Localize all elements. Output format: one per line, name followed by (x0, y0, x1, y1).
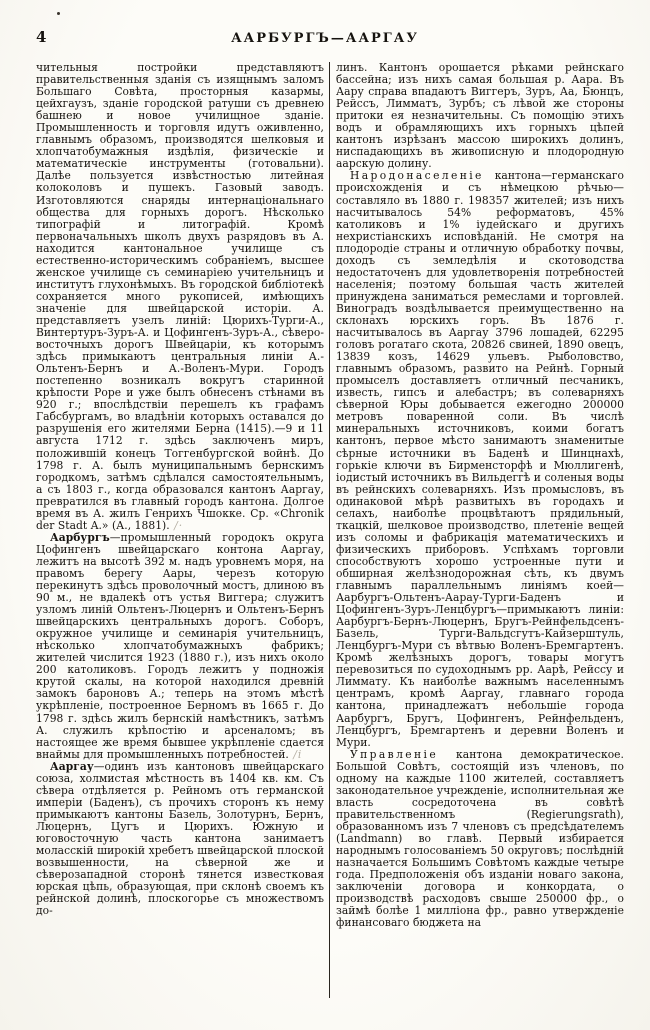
entry-headword-aargau: Ааргау (50, 759, 94, 773)
section-lead-naselenie: Народонаселеніе (350, 169, 484, 183)
paragraph (336, 170, 624, 748)
left-column (36, 62, 324, 1014)
paragraph-text: —одинъ изъ кантоновъ швейцарскаго союза, холмистая мѣстность въ 1404 кв. км. Съ сѣвера отдѣляется р. Рейномъ отъ германской имперіи (Баденъ), съ прочихъ сторонъ къ нему примыкаютъ кантоны Базель, Золотурнъ, Бернъ, Люцернъ, Цугъ и Цюрихъ. Южную и юговосточную часть кантона занимаетъ моласскій широкій хребетъ швейцарской плоской возвышенности, на сѣверной же и сѣверозападной сторонѣ тянется известковая юрская цѣпь, образующая, при склонѣ своемъ къ рейнской долинѣ, плоскогорье съ множествомъ до- (36, 759, 324, 918)
section-lead-upravlenie: Управленіе (350, 747, 439, 761)
paragraph-text: чительныя постройки представляютъ правительственныя зданія съ изящнымъ заломъ Большаго Совѣта, просторныя казармы, цейхгаузъ, зданіе городской ратуши съ древнею башнею и новое училищное зданіе. Промышленность и торговля идутъ оживленно, главнымъ образомъ, производятся шелковыя и хлопчатобумажныя издѣлія, физическіе и математическіе инструменты (готовальни). Далѣе пользуется извѣстностью литейная колоколовъ и пушекъ. Газовый заводъ. Изготовляются снаряды интернаціональнаго общества для горныхъ дорогъ. Нѣсколько типографій и литографій. Кромѣ первоначальныхъ школъ двухъ разрядовъ въ А. находится кантональное училище съ естественно-историческимъ собраніемъ, высшее женское училище съ семинаріею учительницъ и институтъ глухонѣмыхъ. Въ городской библіотекѣ сохраняется много рукописей, имѣющихъ значеніе для швейцарской исторіи. А. представляетъ узелъ линій: Цюрихъ-Турги-А., Винтертуръ-Зуръ-А. и Цофингенъ-Зуръ-А., сѣверо-восточныхъ дорогъ Швейцаріи, къ которымъ здѣсь примыкаютъ центральныя линіи А.-Ольтенъ-Бернъ и А.-Воленъ-Мури. Городъ постепенно возникалъ вокругъ старинной крѣпости Роре и уже былъ обнесенъ стѣнами въ 920 г.; впослѣдствіи перешелъ къ графамъ Габсбургамъ, во владѣніи которыхъ оставался до разрушенія его жителями Берна (1415).—9 и 11 августа 1712 г. здѣсь заключенъ миръ, положившій конецъ Тоггенбургской войнѣ. До 1798 г. А. былъ муниципальнымъ бернскимъ городкомъ, затѣмъ сдѣлался самостоятельнымъ, а съ 1803 г., когда образовался кантонъ Ааргау, превратился въ главный городъ кантона. Долгое время въ А. жилъ Генрихъ Чшокке. Ср. «Chronik der Stadt A.» (А., 1881). (36, 62, 324, 532)
running-head-title: ААРБУРГЪ—ААРГАУ (231, 31, 419, 46)
page-number: 4 (36, 28, 47, 46)
paragraph (36, 532, 324, 761)
scan-speck (57, 12, 60, 15)
pencil-mark: /i (288, 747, 303, 761)
paragraph-text: кантона демократическое. Большой Совѣтъ, состоящій изъ членовъ, по одному на каждые 1100 жителей, составляетъ законодательное учрежденіе, исполнительная же власть сосредоточена въ совѣтѣ правительственномъ (Regierungsrath), образованномъ изъ 7 членовъ съ предсѣдателемъ (Landmann) во главѣ. Первый избирается народнымъ голосованіемъ 50 округовъ; послѣдній назначается Большимъ Совѣтомъ каждые четыре года. Предположенія объ изданіи новаго закона, заключеніи договора и конкордата, о производствѣ расходовъ свыше 250000 фр., о займѣ болѣе 1 милліона фр., равно утвержденіе финансоваго бюджета на (336, 747, 624, 930)
entry-headword-aarburg: Аарбургъ (50, 530, 110, 544)
right-column (336, 62, 624, 1014)
paragraph-text: —промышленный городокъ округа Цофингенъ швейцарскаго контона Ааргау, лежитъ на высотѣ 392 м. надъ уровнемъ моря, на правомъ берегу Аары, черезъ которую перекинутъ здѣсь проволочный мостъ, длиною въ 90 м., не вдалекѣ отъ устья Виггера; служитъ узломъ линій Ольтенъ-Люцернъ и Ольтенъ-Бернъ швейцарскихъ центральныхъ дорогъ. Соборъ, окружное училище и семинарія учительницъ, нѣсколько хлопчатобумажныхъ фабрикъ; жителей числится 1923 (1880 г.), изъ нихъ около 200 католиковъ. Городъ лежитъ у подножія крутой скалы, на которой находился древній замокъ бароновъ А.; теперь на этомъ мѣстѣ укрѣпленіе, построенное Берномъ въ 1665 г. До 1798 г. здѣсь жилъ бернскій намѣстникъ, затѣмъ А. служилъ крѣпостію и арсеналомъ; въ настоящее же время бывшее укрѣпленіе сдается внаймы для промышленныхъ потребностей. (36, 530, 324, 761)
paragraph (336, 62, 624, 170)
paragraph-text: кантона—германскаго происхожденія и съ нѣмецкою рѣчью—составляло въ 1880 г. 198357 жителей; изъ нихъ насчитывалось 54% реформатовъ, 45% католиковъ и 1% іудейскаго и другихъ нехристіанскихъ исповѣданій. Не смотря на плодородіе страны и отличную обработку почвы, доходъ съ земледѣлія и скотоводства недостаточенъ для удовлетворенія потребностей населенія; поэтому большая часть жителей принуждена заниматься ремеслами и торговлей. Виноградъ воздѣлывается преимущественно на склонахъ юрскихъ горъ. Въ 1876 г. насчитывалось въ Ааргау 3796 лошадей, 62295 головъ рогатаго скота, 20826 свиней, 1890 овецъ, 13839 козъ, 14629 ульевъ. Рыболовство, главнымъ образомъ, развито на Рейнѣ. Горный промыселъ доставляетъ отличный песчаникъ, известь, гипсъ и алебастръ; въ солеварняхъ сѣверной Юры добывается ежегодно 200000 метровъ поваренной соли. Въ числѣ минеральныхъ источниковъ, коими богатъ кантонъ, первое мѣсто занимаютъ знаменитые сѣрные источники въ Баденѣ и Шинцнахѣ, горькіе ключи въ Бирменсторфѣ и Мюллигенѣ, іодистый источникъ въ Вильдеггѣ и соленыя воды въ рейнскихъ солеварняхъ. Изъ промысловъ, въ одинаковой мѣрѣ развитыхъ въ городахъ и селахъ, наиболѣе процвѣтаютъ прядильный, ткацкій, шелковое производство, плетеніе вещей изъ соломы и фабрикація математическихъ и физическихъ приборовъ. Успѣхамъ торговли способствуютъ хорошо устроенные пути и обширная желѣзнодорожная сѣть, къ двумъ главнымъ параллельнымъ линіямъ коей—Аарбургъ-Ольтенъ-Аарау-Турги-Баденъ и Цофингенъ-Зуръ-Ленцбургъ—примыкаютъ линіи: Аарбургъ-Бернъ-Люцернъ, Бругъ-Рейнфельдсенъ-Базель, Турги-Вальдсгутъ-Кайзерштуль, Ленцбургъ-Мури съ вѣтвью Воленъ-Бремгартенъ. Кромѣ желѣзныхъ дорогъ, товары могутъ перевозиться по судоходнымъ рр. Аарѣ, Рейссу и Лиммату. Къ наиболѣе важнымъ населеннымъ центрамъ, кромѣ Ааргау, главнаго города кантона, принадлежатъ небольшіе города Аарбургъ, Бругъ, Цофингенъ, Рейнфельденъ, Ленцбургъ, Бремгартенъ и деревни Воленъ и Мури. (336, 169, 624, 749)
paragraph (336, 749, 624, 930)
pencil-mark: /· (169, 518, 184, 532)
paragraph (36, 62, 324, 532)
paragraph (36, 761, 324, 918)
paragraph-text: линъ. Кантонъ орошается рѣками рейнскаго бассейна; изъ нихъ самая большая р. Аара. Въ Аару справа впадаютъ Виггеръ, Зуръ, Аа, Бюнцъ, Рейссъ, Лимматъ, Зурбъ; съ лѣвой же стороны притоки ея незначительны. Съ помощію этихъ водъ и обрамляющихъ ихъ горныхъ цѣпей кантонъ изрѣзанъ массою широкихъ долинъ, ниспадающихъ въ живописную и плодородную аарскую долину. (336, 62, 624, 171)
column-divider-rule (329, 62, 330, 998)
text-columns (36, 62, 624, 1014)
